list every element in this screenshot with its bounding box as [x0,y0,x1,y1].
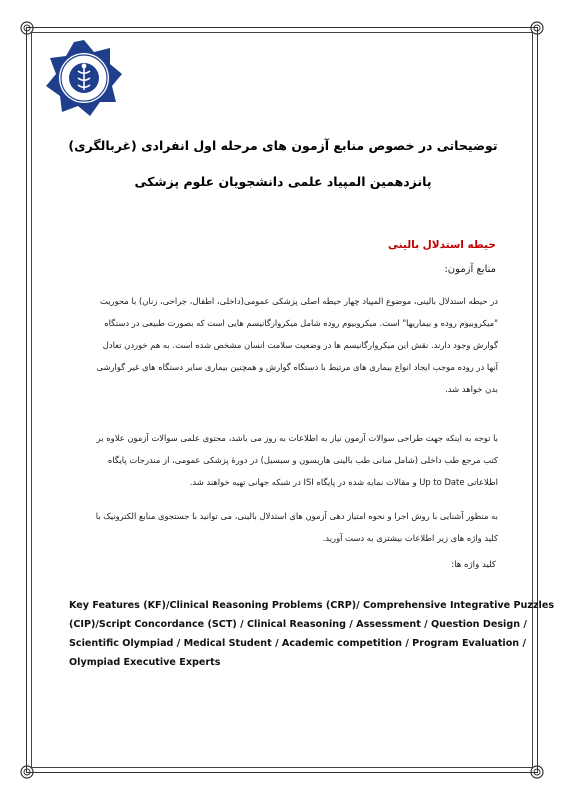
keywords-label: کلید واژه ها: [451,560,496,570]
paragraph-line: کتب مرجع طب داخلی (شامل مبانی طب بالینی هاریسون و سیسیل) در دورهٔ پزشکی عمومی، از مندرجات پایگاه [107,455,498,465]
paragraph-2 [66,427,498,493]
keywords-line: Scientific Olympiad / Medical Student / Academic competition / Program Evaluation / [69,638,526,649]
olympiad-logo-icon [44,38,124,118]
document-subtitle: پانزدهمین المپیاد علمی دانشجویان علوم پزشکی [134,174,432,189]
paragraph-line: بدن خواهد شد. [445,384,498,394]
keywords-line: (CIP)/Script Concordance (SCT) / Clinical Reasoning / Assessment / Question Design / [69,619,527,630]
sub-heading: منابع آزمون: [444,264,496,275]
paragraph-1 [66,290,498,400]
keywords-line: Key Features (KF)/Clinical Reasoning Problems (CRP)/ Comprehensive Integrative Puzzles [69,600,555,611]
paragraph-line: اطلاعاتی Up to Date و مقالات نمایه شده در پایگاه ISI در شبکه جهانی تهیه خواهند شد. [189,477,498,487]
section-heading: حیطه استدلال بالینی [388,239,496,251]
paragraph-line: به منظور آشنایی با روش اجرا و نحوه امتیاز دهی آزمون های استدلال بالینی، می توانید با جستجوی منابع الکترونیک با [95,511,498,521]
paragraph-line: در حیطه استدلال بالینی، موضوع المپیاد چهار حیطه اصلی پزشکی عمومی(داخلی، اطفال، جراحی، زنان) با محوریت [99,296,498,306]
corner-ornament-icon [528,19,546,37]
corner-ornament-icon [18,763,36,781]
paragraph-line: آنها در روده موجب ایجاد انواع بیماری های مرتبط با دستگاه گوارش و همچنین بیماری سایر دستگاه های غیر گوارشی [96,362,498,372]
paragraph-line: کلید واژه های زیر اطلاعات بیشتری به دست آورید. [322,533,498,543]
paragraph-3 [66,505,498,549]
paragraph-line: با توجه به اینکه جهت طراحی سوالات آزمون نیاز به اطلاعات به روز می باشد، محتوی علمی سوالات آزمون علاوه بر [96,433,498,443]
corner-ornament-icon [528,763,546,781]
keywords-list [69,596,555,672]
paragraph-line: گوارش وجود دارند. نقش این میکروارگانیسم ها در وضعیت سلامت انسان مشخص شده است. به هم خوردن تعادل [102,340,498,350]
paragraph-line: "میکروبیوم روده و بیماریها" است. میکروبیوم روده شامل میکروارگانیسم هایی است که بصورت طبیعی در دستگاه [104,318,498,328]
document-title: توضیحاتی در خصوص منابع آزمون های مرحله اول انفرادی (غربالگری) [68,138,498,153]
keywords-line: Olympiad Executive Experts [69,657,221,668]
corner-ornament-icon [18,19,36,37]
